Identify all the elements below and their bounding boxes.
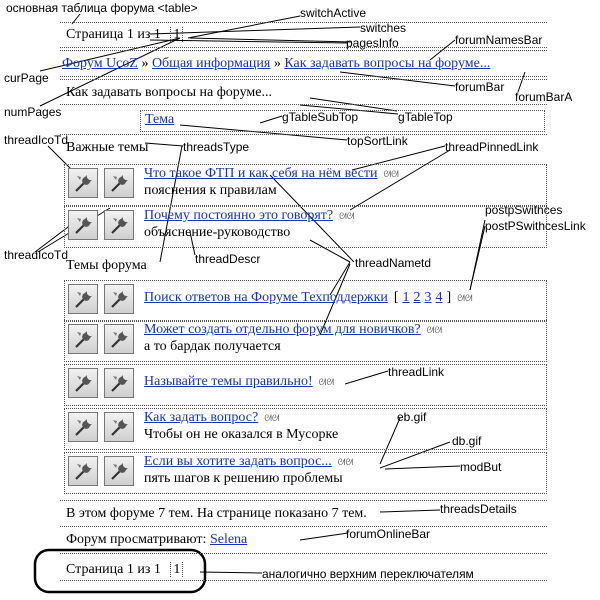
thread-link[interactable]: Может создать отдельно форум для новичков? [144,322,421,337]
annotation-main-table: основная таблица форума <table> [6,1,198,15]
annotation-thread-ico-td-mid: threadIcoTd [4,248,69,262]
table-border [60,47,547,48]
thread-link[interactable]: Почему постоянно это говорят? [144,208,334,223]
post-pages-bracket: ] [446,290,452,305]
annotation-switches: switches [360,21,407,35]
annotation-threads-type: threadsType [183,140,250,154]
annotation-switch-active: switchActive [300,6,367,20]
table-border [60,580,547,581]
thread-description: объяснение-руководство [144,225,291,240]
annotation-postp-swithces: postpSwithces [485,203,563,217]
post-page-link[interactable]: 3 [424,290,432,305]
thread-type-icon [104,368,134,398]
post-pages-bracket: [ [393,290,399,305]
online-user-link[interactable]: Selena [209,532,248,547]
moderator-buttons-icon[interactable]: ᘛᘛ [318,378,334,388]
thread-name-cell [144,290,473,306]
breadcrumb-section-link[interactable]: Общая информация [151,56,271,71]
table-border [60,500,547,501]
moderator-buttons-icon[interactable]: ᘛᘛ [339,212,355,222]
moderator-buttons-icon[interactable]: ᘛᘛ [337,458,354,468]
breadcrumb-forum-link[interactable]: Как задавать вопросы на форуме... [284,56,491,71]
cur-page-bottom[interactable]: 1 [170,562,183,577]
annotation-bottom-note: аналогично верхним переключателям [262,567,474,581]
thread-status-icon [68,324,98,354]
sort-header-cell [140,110,545,132]
post-pages-switches [394,290,451,305]
thread-name-cell [144,454,353,487]
thread-type-icon [104,210,134,240]
thread-status-icon [68,284,98,314]
thread-type-icon [104,324,134,354]
breadcrumb [62,56,490,72]
table-border [60,104,547,105]
annotation-db-gif: db.gif [452,434,482,448]
thread-status-icon [68,456,98,486]
annotation-forum-online-bar: forumOnlineBar [346,527,431,541]
page-info-bottom [66,562,183,578]
table-border [60,526,547,527]
moderator-buttons-icon[interactable]: ᘛᘛ [264,414,280,424]
post-page-link[interactable]: 4 [435,290,443,305]
thread-name-cell [144,410,338,443]
threads-details: В этом форуме 7 тем. На странице показано 7 тем. [66,506,367,521]
breadcrumb-root-link[interactable]: Форум UcoZ [62,56,138,71]
moderator-buttons-icon[interactable]: ᘛᘛ [426,326,442,336]
page-info-top [66,27,183,43]
annotation-gtable-subtop: gTableSubTop [282,110,359,124]
table-border [60,50,547,51]
sort-link-topic[interactable]: Тема [145,112,175,127]
annotation-gtable-top: gTableTop [398,110,453,124]
thread-type-icon [104,284,134,314]
thread-name-cell [144,374,334,390]
thread-link[interactable]: Поиск ответов на Форуме Техподдержки [144,290,388,305]
table-border [60,76,547,77]
annotation-num-pages: numPages [4,105,62,119]
online-label: Форум просматривают: [66,532,207,547]
thread-link[interactable]: Что такое ФТП и как себя на нём вести [144,166,378,181]
thread-status-icon [68,210,98,240]
annotation-pages-info: pagesInfo [346,36,399,50]
thread-status-icon [68,412,98,442]
post-page-link[interactable]: 1 [402,290,410,305]
thread-name-cell [144,208,354,241]
forum-title: Как задавать вопросы на форуме... [66,85,272,100]
thread-name-cell [144,322,442,355]
annotation-postp-swithces-link: postPSwithcesLink [485,219,586,233]
thread-type-icon [104,168,134,198]
annotation-threads-details: threadsDetails [440,502,517,516]
annotation-thread-link: threadLink [388,365,445,379]
thread-description: пять шагов к решению проблемы [144,471,343,486]
thread-link[interactable]: Как задать вопрос? [144,410,259,425]
thread-description: пояснения к правилам [144,183,277,198]
post-page-link[interactable]: 2 [413,290,421,305]
thread-description: а то бардак получается [144,339,281,354]
threads-type-regular: Темы форума [66,258,147,273]
breadcrumb-separator: » [141,56,149,71]
pages-info-text: Страница 1 из 1 [66,562,161,577]
annotation-eb-gif: eb.gif [397,410,427,424]
threads-type-pinned: Важные темы [66,140,149,155]
thread-status-icon [68,168,98,198]
annotation-cur-page: curPage [4,71,49,85]
pages-info-text: Страница 1 из 1 [66,27,161,42]
table-border [60,553,547,554]
thread-link[interactable]: Называйте темы правильно! [144,374,313,389]
table-border [60,79,547,80]
annotation-forum-names-bar: forumNamesBar [455,33,543,47]
table-border [60,134,547,135]
moderator-buttons-icon[interactable]: ᘛᘛ [457,294,473,304]
thread-link[interactable]: Если вы хотите задать вопрос... [144,454,332,469]
cur-page-top[interactable]: 1 [170,27,183,42]
annotation-forum-bar: forumBar [455,80,505,94]
annotation-forum-bar-a: forumBarA [515,90,573,104]
breadcrumb-separator: » [273,56,281,71]
annotation-thread-name-td: threadNametd [355,256,432,270]
annotation-mod-but: modBut [460,460,502,474]
forum-online-bar [66,532,247,548]
moderator-buttons-icon[interactable]: ᘛᘛ [383,170,399,180]
annotation-thread-descr: threadDescr [195,252,261,266]
annotation-thread-pinned-link: threadPinnedLink [445,140,539,154]
table-border [60,22,547,23]
thread-status-icon [68,368,98,398]
thread-description: Чтобы он не оказался в Мусорке [144,427,339,442]
thread-type-icon [104,412,134,442]
annotation-top-sort-link: topSortLink [347,134,408,148]
thread-name-cell [144,166,399,199]
annotation-thread-ico-td-top: threadIcoTd [4,133,69,147]
thread-type-icon [104,456,134,486]
